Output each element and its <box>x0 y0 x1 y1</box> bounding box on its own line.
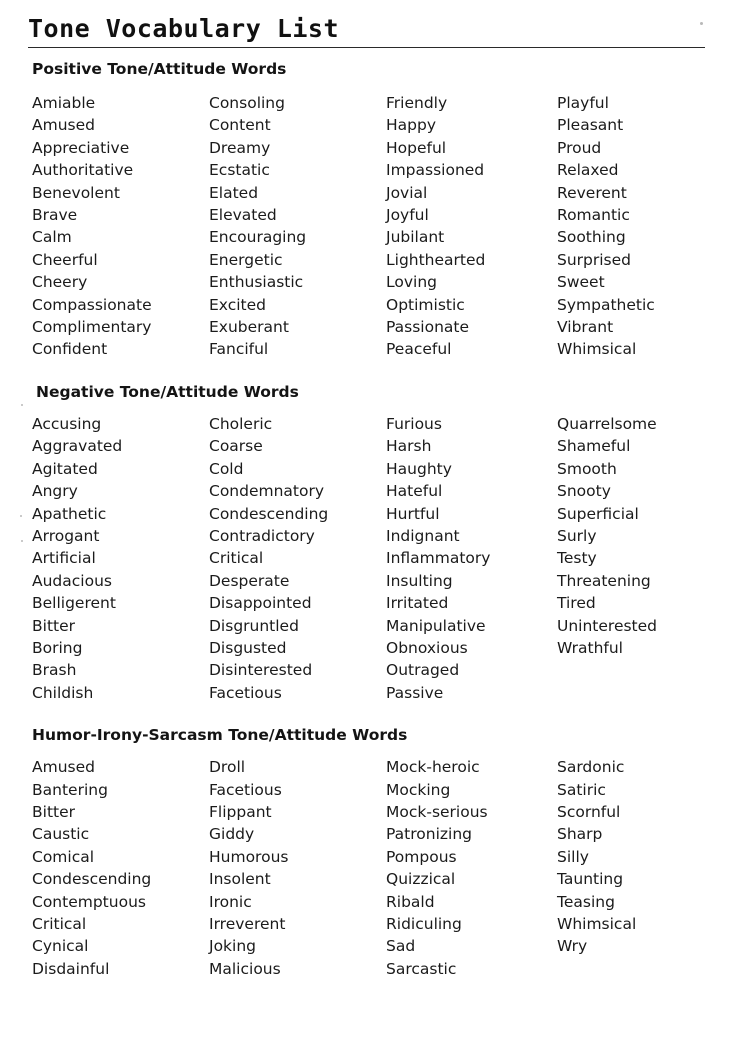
word-item: Elevated <box>209 206 277 225</box>
word-item: Choleric <box>209 414 273 433</box>
word-item: Condescending <box>32 870 152 889</box>
word-column <box>199 92 370 361</box>
word-item: Soothing <box>557 228 626 247</box>
word-item: Quizzical <box>386 870 456 889</box>
word-item: Agitated <box>32 459 98 478</box>
word-item: Surly <box>557 526 597 545</box>
section-heading-humor: Humor-Irony-Sarcasm Tone/Attitude Words <box>32 726 408 745</box>
word-item: Silly <box>557 847 589 866</box>
word-item: Shameful <box>557 437 631 456</box>
word-columns-negative <box>28 413 712 704</box>
word-item: Indignant <box>386 526 460 545</box>
word-column <box>370 92 541 361</box>
section-humor-irony-sarcasm <box>28 726 712 980</box>
word-item: Bantering <box>32 780 108 799</box>
word-item: Benevolent <box>32 183 120 202</box>
word-column <box>28 92 199 361</box>
word-columns-humor <box>28 756 712 980</box>
section-negative <box>28 383 712 704</box>
word-item: Amused <box>32 116 95 135</box>
word-item: Quarrelsome <box>557 414 657 433</box>
word-item: Optimistic <box>386 295 465 314</box>
word-item: Confident <box>32 340 108 359</box>
word-item: Content <box>209 116 271 135</box>
word-item: Joyful <box>386 206 429 225</box>
word-item: Bitter <box>32 616 76 635</box>
word-item: Superficial <box>557 504 639 523</box>
word-item: Disinterested <box>209 661 313 680</box>
word-item: Amiable <box>32 94 96 112</box>
word-item: Angry <box>32 482 78 501</box>
word-item: Passionate <box>386 318 470 337</box>
word-item: Cheery <box>32 273 88 292</box>
word-column <box>28 413 199 704</box>
word-item: Amused <box>32 758 95 777</box>
word-item: Harsh <box>386 437 432 456</box>
word-column <box>370 413 541 704</box>
word-item: Droll <box>209 758 246 777</box>
word-item: Disdainful <box>32 959 110 978</box>
word-item: Critical <box>209 549 264 568</box>
word-item: Threatening <box>557 571 651 590</box>
word-item: Coarse <box>209 437 263 456</box>
word-item: Sardonic <box>557 758 625 777</box>
word-item: Belligerent <box>32 594 116 613</box>
word-item: Energetic <box>209 250 283 269</box>
word-item: Elated <box>209 183 259 202</box>
word-item: Happy <box>386 116 437 135</box>
word-item: Pompous <box>386 847 457 866</box>
word-item: Brash <box>32 661 77 680</box>
word-item: Facetious <box>209 780 282 799</box>
word-item: Critical <box>32 915 87 933</box>
word-item: Flippant <box>209 802 272 821</box>
word-item: Testy <box>557 549 597 568</box>
word-column <box>28 756 199 980</box>
word-item: Lighthearted <box>386 250 486 269</box>
word-item: Playful <box>557 94 609 112</box>
word-item: Aggravated <box>32 437 123 456</box>
word-item: Hateful <box>386 482 443 501</box>
word-item: Inflammatory <box>386 549 491 568</box>
word-item: Manipulative <box>386 616 486 635</box>
word-item: Jubilant <box>386 228 445 247</box>
word-item: Mock-heroic <box>386 758 480 777</box>
word-item: Excited <box>209 295 266 314</box>
word-item: Irreverent <box>209 915 286 933</box>
word-item: Sympathetic <box>557 295 655 314</box>
word-item: Bitter <box>32 802 76 821</box>
word-column <box>541 413 712 704</box>
word-item: Sarcastic <box>386 959 457 978</box>
word-item: Romantic <box>557 206 630 225</box>
word-item: Exuberant <box>209 318 289 337</box>
word-item: Friendly <box>386 94 448 112</box>
word-item: Impassioned <box>386 161 485 180</box>
word-item: Haughty <box>386 459 452 478</box>
word-item: Outraged <box>386 661 460 680</box>
word-item: Condemnatory <box>209 482 325 501</box>
word-item: Compassionate <box>32 295 152 314</box>
word-item: Brave <box>32 206 78 225</box>
page-title: Tone Vocabulary List <box>28 14 340 43</box>
word-item: Malicious <box>209 959 281 978</box>
word-item: Obnoxious <box>386 638 468 657</box>
word-item: Reverent <box>557 183 627 202</box>
word-item: Dreamy <box>209 138 271 157</box>
word-item: Disappointed <box>209 594 312 613</box>
word-item: Satiric <box>557 780 606 799</box>
scan-speck <box>21 540 23 542</box>
word-column <box>370 756 541 980</box>
word-item: Joking <box>209 937 256 956</box>
word-item: Apathetic <box>32 504 107 523</box>
word-item: Whimsical <box>557 915 637 933</box>
word-item: Appreciative <box>32 138 130 157</box>
word-item: Wry <box>557 937 588 956</box>
word-column <box>199 413 370 704</box>
scan-speck <box>700 22 703 25</box>
word-item: Caustic <box>32 825 90 844</box>
word-item: Enthusiastic <box>209 273 304 292</box>
word-item: Sad <box>386 937 416 956</box>
title-divider <box>28 47 705 48</box>
word-item: Cold <box>209 459 244 478</box>
word-item: Hurtful <box>386 504 440 523</box>
word-item: Giddy <box>209 825 255 844</box>
word-item: Comical <box>32 847 95 866</box>
section-heading-positive: Positive Tone/Attitude Words <box>32 60 287 78</box>
word-item: Complimentary <box>32 318 152 337</box>
word-column <box>541 756 712 980</box>
word-item: Cheerful <box>32 250 98 269</box>
word-item: Surprised <box>557 250 632 269</box>
word-item: Fanciful <box>209 340 269 359</box>
word-item: Accusing <box>32 414 102 433</box>
word-item: Boring <box>32 638 83 657</box>
word-item: Authoritative <box>32 161 134 180</box>
word-item: Sharp <box>557 825 603 844</box>
word-item: Ribald <box>386 892 435 911</box>
word-item: Ecstatic <box>209 161 270 180</box>
word-item: Encouraging <box>209 228 307 247</box>
word-item: Irritated <box>386 594 449 613</box>
word-item: Cynical <box>32 937 89 956</box>
word-item: Whimsical <box>557 340 637 359</box>
section-positive <box>28 60 712 361</box>
word-item: Jovial <box>386 183 428 202</box>
word-item: Mock-serious <box>386 802 488 821</box>
word-item: Smooth <box>557 459 617 478</box>
word-item: Desperate <box>209 571 290 590</box>
word-item: Calm <box>32 228 72 247</box>
word-item: Peaceful <box>386 340 452 359</box>
word-item: Proud <box>557 138 602 157</box>
word-item: Hopeful <box>386 138 447 157</box>
word-columns-positive <box>28 92 712 361</box>
word-item: Contemptuous <box>32 892 146 911</box>
word-item: Arrogant <box>32 526 100 545</box>
word-item: Contradictory <box>209 526 315 545</box>
scan-speck <box>21 404 23 406</box>
word-item: Disgruntled <box>209 616 299 635</box>
word-column <box>199 756 370 980</box>
word-item: Audacious <box>32 571 112 590</box>
word-item: Facetious <box>209 683 282 702</box>
word-item: Disgusted <box>209 638 287 657</box>
word-item: Furious <box>386 414 442 433</box>
word-item: Scornful <box>557 802 621 821</box>
word-item: Humorous <box>209 847 289 866</box>
word-column <box>541 92 712 361</box>
word-item: Snooty <box>557 482 611 501</box>
word-item: Patronizing <box>386 825 472 844</box>
word-item: Artificial <box>32 549 96 568</box>
word-item: Teasing <box>557 892 615 911</box>
word-item: Relaxed <box>557 161 619 180</box>
word-item: Uninterested <box>557 616 658 635</box>
word-item: Mocking <box>386 780 451 799</box>
word-item: Consoling <box>209 94 285 112</box>
word-item: Condescending <box>209 504 329 523</box>
word-item: Vibrant <box>557 318 614 337</box>
word-item: Passive <box>386 683 444 702</box>
section-heading-negative: Negative Tone/Attitude Words <box>36 382 299 401</box>
word-item: Insulting <box>386 571 453 590</box>
word-item: Pleasant <box>557 116 624 135</box>
word-item: Ridiculing <box>386 915 462 933</box>
word-item: Wrathful <box>557 638 623 657</box>
scan-speck <box>20 515 22 517</box>
word-item: Ironic <box>209 892 252 911</box>
word-item: Childish <box>32 683 94 702</box>
word-item: Taunting <box>557 870 624 889</box>
word-item: Insolent <box>209 870 271 889</box>
word-item: Loving <box>386 273 437 292</box>
word-item: Sweet <box>557 273 605 292</box>
word-item: Tired <box>557 594 596 613</box>
